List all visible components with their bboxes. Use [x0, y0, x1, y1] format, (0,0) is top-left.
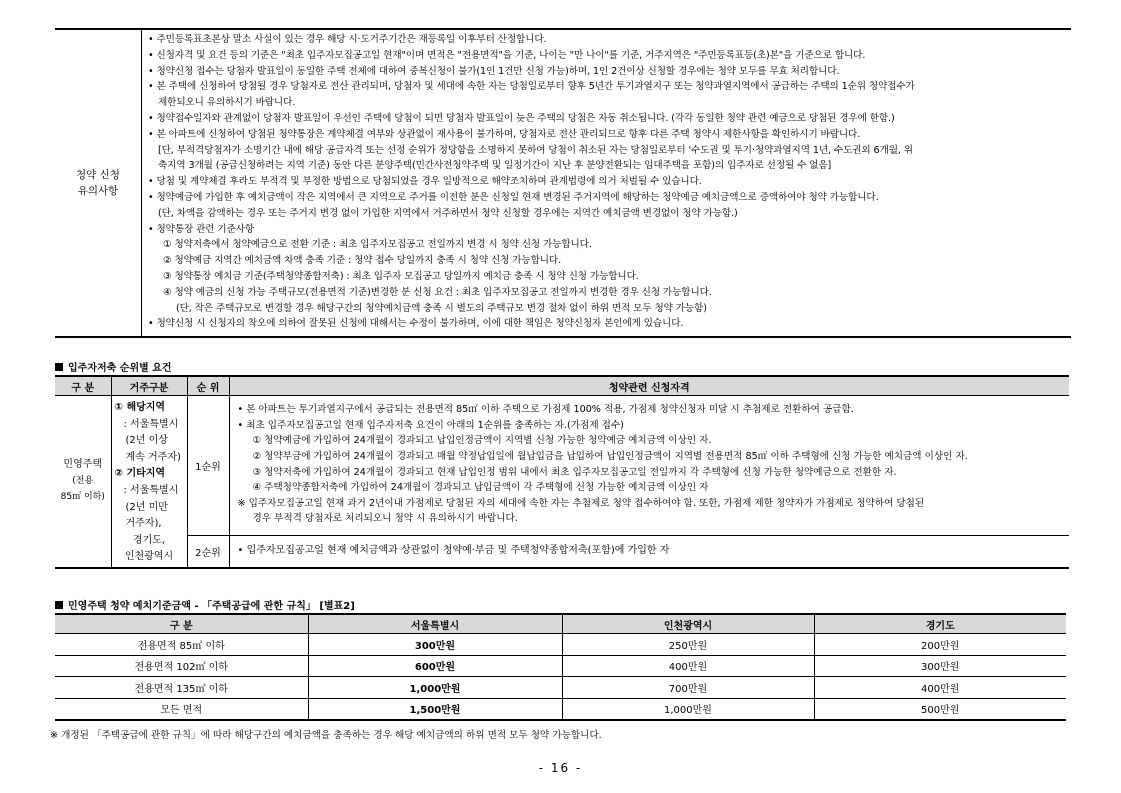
notes-content-cell	[142, 29, 1072, 337]
residence-line: 거주자),	[125, 518, 162, 530]
deposit-seoul: 1,000만원	[308, 677, 562, 699]
rank2-qualification-text: • 입주자모집공고일 현재 예치금액과 상관없이 청약예·부금 및 주택청약종합저축(포함)에 가입한 자	[229, 536, 1069, 568]
deposit-header-incheon: 인천광역시	[562, 614, 814, 634]
application-notes-table	[55, 28, 1071, 338]
note-line: ③ 청약통장 예치금 기준(주택청약종합저축) : 최초 입주자 모집공고 당일까지 예치금 충족 시 청약 신청 가능합니다.	[163, 270, 639, 282]
note-line: 제한되오니 유의하시기 바랍니다.	[158, 97, 296, 109]
notes-label-line: 유의사항	[77, 185, 119, 198]
rank-header-residence: 거주구분	[111, 376, 187, 396]
note-line: ④ 청약 예금의 신청 가능 주택규모(전용면적 기준)변경한 분 신청 요건 : 최초 입주자모집공고 전일까지 변경한 경우 신청 가능합니다.	[163, 286, 712, 298]
note-line: • 청약통장 관련 기준사항	[148, 223, 255, 235]
category-cell	[55, 396, 111, 568]
rank2-cell: 2순위	[187, 536, 229, 568]
deposit-section-title: 민영주택 청약 예치기준금액 - 「주택공급에 관한 규칙」 [별표2]	[55, 597, 355, 612]
residence-line: 인천광역시	[124, 551, 174, 563]
note-line: • 청약접수일자와 관계없이 당첨자 발표일이 우선인 주택에 당첨이 되면 당첨자 발표일이 늦은 주택의 당첨은 자동 취소됩니다. (각각 동일한 청약 관련 예금으로 당첨된 경우에 한함.)	[148, 112, 895, 124]
residence-line: 경기도,	[132, 534, 166, 546]
deposit-header-gyeonggi: 경기도	[814, 614, 1066, 634]
residence-line: (2년 미만	[125, 501, 168, 513]
note-line: • 최초 입주자모집공고일 현재 입주자저축 요건이 아래의 1순위를 충족하는 자.(가점제 접수)	[237, 419, 624, 431]
deposit-incheon: 1,000만원	[562, 698, 814, 720]
table-row	[55, 634, 1066, 656]
note-line: • 본 주택에 신청하여 당첨될 경우 당첨자로 전산 관리되며, 당첨자 및 세대에 속한 자는 당첨일로부터 향후 5년간 투기과열지구 또는 청약과열지역에서 공급하는 주택의 1순위 청약접수가	[148, 81, 915, 93]
residence-line: ② 기타지역	[114, 468, 166, 480]
note-line: • 청약예금에 가입한 후 예치금액이 작은 지역에서 큰 지역으로 주거를 이전한 분은 신청일 현재 변경된 주거지역에 해당하는 청약예금 예치금액으로 증액하여야 청약 가능합니다.	[148, 191, 879, 203]
rank-header-category: 구 분	[55, 376, 111, 396]
note-line: ③ 청약저축에 가입하여 24개월이 경과되고 현재 납입인정 범위 내에서 최초 입주자모집공고일 전일까지 각 주택형에 신청 가능한 청약예금으로 전환한 자.	[252, 466, 897, 478]
residence-line: : 서울특별시	[123, 484, 179, 496]
note-line: ① 청약예금에 가입하여 24개월이 경과되고 납입인정금액이 지역별 신청 가능한 청약예금 예치금액 이상인 자.	[252, 435, 712, 447]
residence-line: ① 해당지역	[114, 402, 166, 413]
note-line: • 본 아파트에 신청하여 당첨된 청약통장은 계약체결 여부와 상관없이 재사용이 불가하며, 당첨자로 전산 관리되므로 향후 다른 주택 청약시 제한사항을 확인하시기 바랍니다.	[148, 128, 861, 140]
category-line: 85㎡ 이하)	[60, 492, 105, 503]
deposit-area: 전용면적 102㎡ 이하	[55, 655, 308, 677]
deposit-incheon: 400만원	[562, 655, 814, 677]
note-line: • 신청자격 및 요건 등의 기준은 "최초 입주자모집공고일 현재"이며 면적은 "전용면적"을 기준, 나이는 "만 나이"를 기준, 거주지역은 "주민등록표등(초)본"을 기준으로 합니다.	[148, 49, 866, 61]
page-number: - 16 -	[538, 761, 583, 775]
deposit-area: 전용면적 85㎡ 이하	[55, 634, 308, 656]
residence-cell	[111, 396, 187, 568]
square-bullet-icon	[55, 363, 63, 371]
note-line: 축지역 3개월 (공급신청하려는 지역 기준) 동안 다른 분양주택(민간사전청약주택 및 일정기간이 지난 후 분양전환되는 임대주택을 포함)의 입주자로 선정될 수 없음]	[158, 160, 832, 172]
note-line: • 청약신청 접수는 당첨자 발표일이 동일한 주택 전체에 대하여 중복신청이 불가(1인 1건만 신청 가능)하며, 1인 2건이상 신청할 경우에는 청약 모두를 무효 처리합니다.	[148, 65, 840, 77]
note-line: (단, 작은 주택규모로 변경할 경우 해당구간의 청약예치금액 충족 시 별도의 주택규모 변경 절차 없이 하위 면적 모두 청약 가능함)	[176, 302, 707, 314]
note-line: (단, 차액을 감액하는 경우 또는 주거지 변경 없이 가입한 지역에서 거주하면서 청약 신청할 경우에는 지역간 예치금액 변경없이 청약 가능함.)	[158, 207, 738, 219]
deposit-gyeonggi: 500만원	[814, 698, 1066, 720]
deposit-header-seoul: 서울특별시	[308, 614, 562, 634]
rank1-cell: 1순위	[187, 396, 229, 536]
table-row	[55, 677, 1066, 699]
note-line: • 청약신청 시 신청자의 착오에 의하여 잘못된 신청에 대해서는 수정이 불가하며, 이에 대한 책임은 청약신청자 본인에게 있습니다.	[148, 318, 684, 330]
residence-line: (2년 이상	[125, 435, 168, 447]
note-line: ※ 입주자모집공고일 현재 과거 2년이내 가점제로 당첨된 자의 세대에 속한 자는 추첨제로 청약 접수하여야 함. 또한, 가점제 제한 청약자가 가점제로 청약하여 당첨된	[237, 497, 925, 509]
deposit-seoul: 1,500만원	[308, 698, 562, 720]
deposit-incheon: 700만원	[562, 677, 814, 699]
note-line: • 본 아파트는 투기과열지구에서 공급되는 전용면적 85㎡ 이하 주택으로 가점제 100% 적용, 가점제 청약신청자 미달 시 추첨제로 전환하여 공급함.	[237, 404, 854, 416]
square-bullet-icon	[55, 601, 63, 609]
note-line: ① 청약저축에서 청약예금으로 전환 기준 : 최초 입주자모집공고 전일까지 변경 시 청약 신청 가능합니다.	[163, 239, 592, 251]
notes-label-cell	[55, 29, 142, 337]
deposit-gyeonggi: 200만원	[814, 634, 1066, 656]
table-row	[55, 655, 1066, 677]
note-line: • 당첨 및 계약체결 후라도 부적격 및 부정한 방법으로 당첨되었을 경우 일방적으로 해약조치하며 관계법령에 의거 처벌될 수 있습니다.	[148, 176, 702, 188]
note-line: ② 청약부금에 가입하여 24개월이 경과되고 매월 약정납입일에 월납입금을 납입하여 납입인정금액이 지역별 전용면적 85㎡ 이하 주택형에 신청 가능한 예치금액 이상인 자.	[252, 450, 968, 462]
deposit-seoul: 600만원	[308, 655, 562, 677]
note-line: 경우 부적격 당첨자로 처리되오니 청약 시 유의하시기 바랍니다.	[252, 513, 518, 525]
residence-line: 계속 거주자)	[125, 451, 181, 463]
deposit-amount-table	[55, 613, 1066, 721]
table-row	[55, 698, 1066, 720]
rank-header-qualification: 청약관련 신청자격	[229, 376, 1069, 396]
notes-label-line: 청약 신청	[76, 169, 120, 182]
category-line: (전용	[72, 476, 94, 487]
rank-section-title: 입주자저축 순위별 요건	[55, 359, 172, 374]
note-line: [단, 부적격당첨자가 소명기간 내에 해당 공급자격 또는 선정 순위가 정당함을 소명하지 못하여 당첨이 취소된 자는 당첨일로부터 '수도권 및 투기·청약과열지역 1년, 수도권외 6개월, 위	[158, 144, 913, 156]
deposit-gyeonggi: 300만원	[814, 655, 1066, 677]
rank-requirements-table	[55, 375, 1069, 569]
deposit-header-area: 구 분	[55, 614, 308, 634]
deposit-seoul: 300만원	[308, 634, 562, 656]
note-line: • 주민등록표초본상 말소 사실이 있는 경우 해당 시·도거주기간은 재등록일 이후부터 산정합니다.	[148, 34, 547, 45]
deposit-gyeonggi: 400만원	[814, 677, 1066, 699]
residence-line: : 서울특별시	[123, 418, 179, 430]
rank-header-rank: 순 위	[187, 376, 229, 396]
category-line: 민영주택	[63, 459, 103, 471]
deposit-footnote: ※ 개정된 「주택공급에 관한 규칙」에 따라 해당구간의 예치금액을 충족하는 경우 해당 예치금액의 하위 면적 모두 청약 가능합니다.	[50, 730, 602, 741]
rank1-qualification-cell	[229, 396, 1069, 536]
deposit-area: 모든 면적	[55, 698, 308, 720]
note-line: ② 청약예금 지역간 예치금액 차액 충족 기준 : 청약 접수 당일까지 충족 시 청약 신청 가능합니다.	[163, 255, 562, 267]
deposit-incheon: 250만원	[562, 634, 814, 656]
note-line: ④ 주택청약종합저축에 가입하여 24개월이 경과되고 납입금액이 각 주택형에 신청 가능한 예치금액 이상인 자	[252, 482, 709, 494]
deposit-area: 전용면적 135㎡ 이하	[55, 677, 308, 699]
